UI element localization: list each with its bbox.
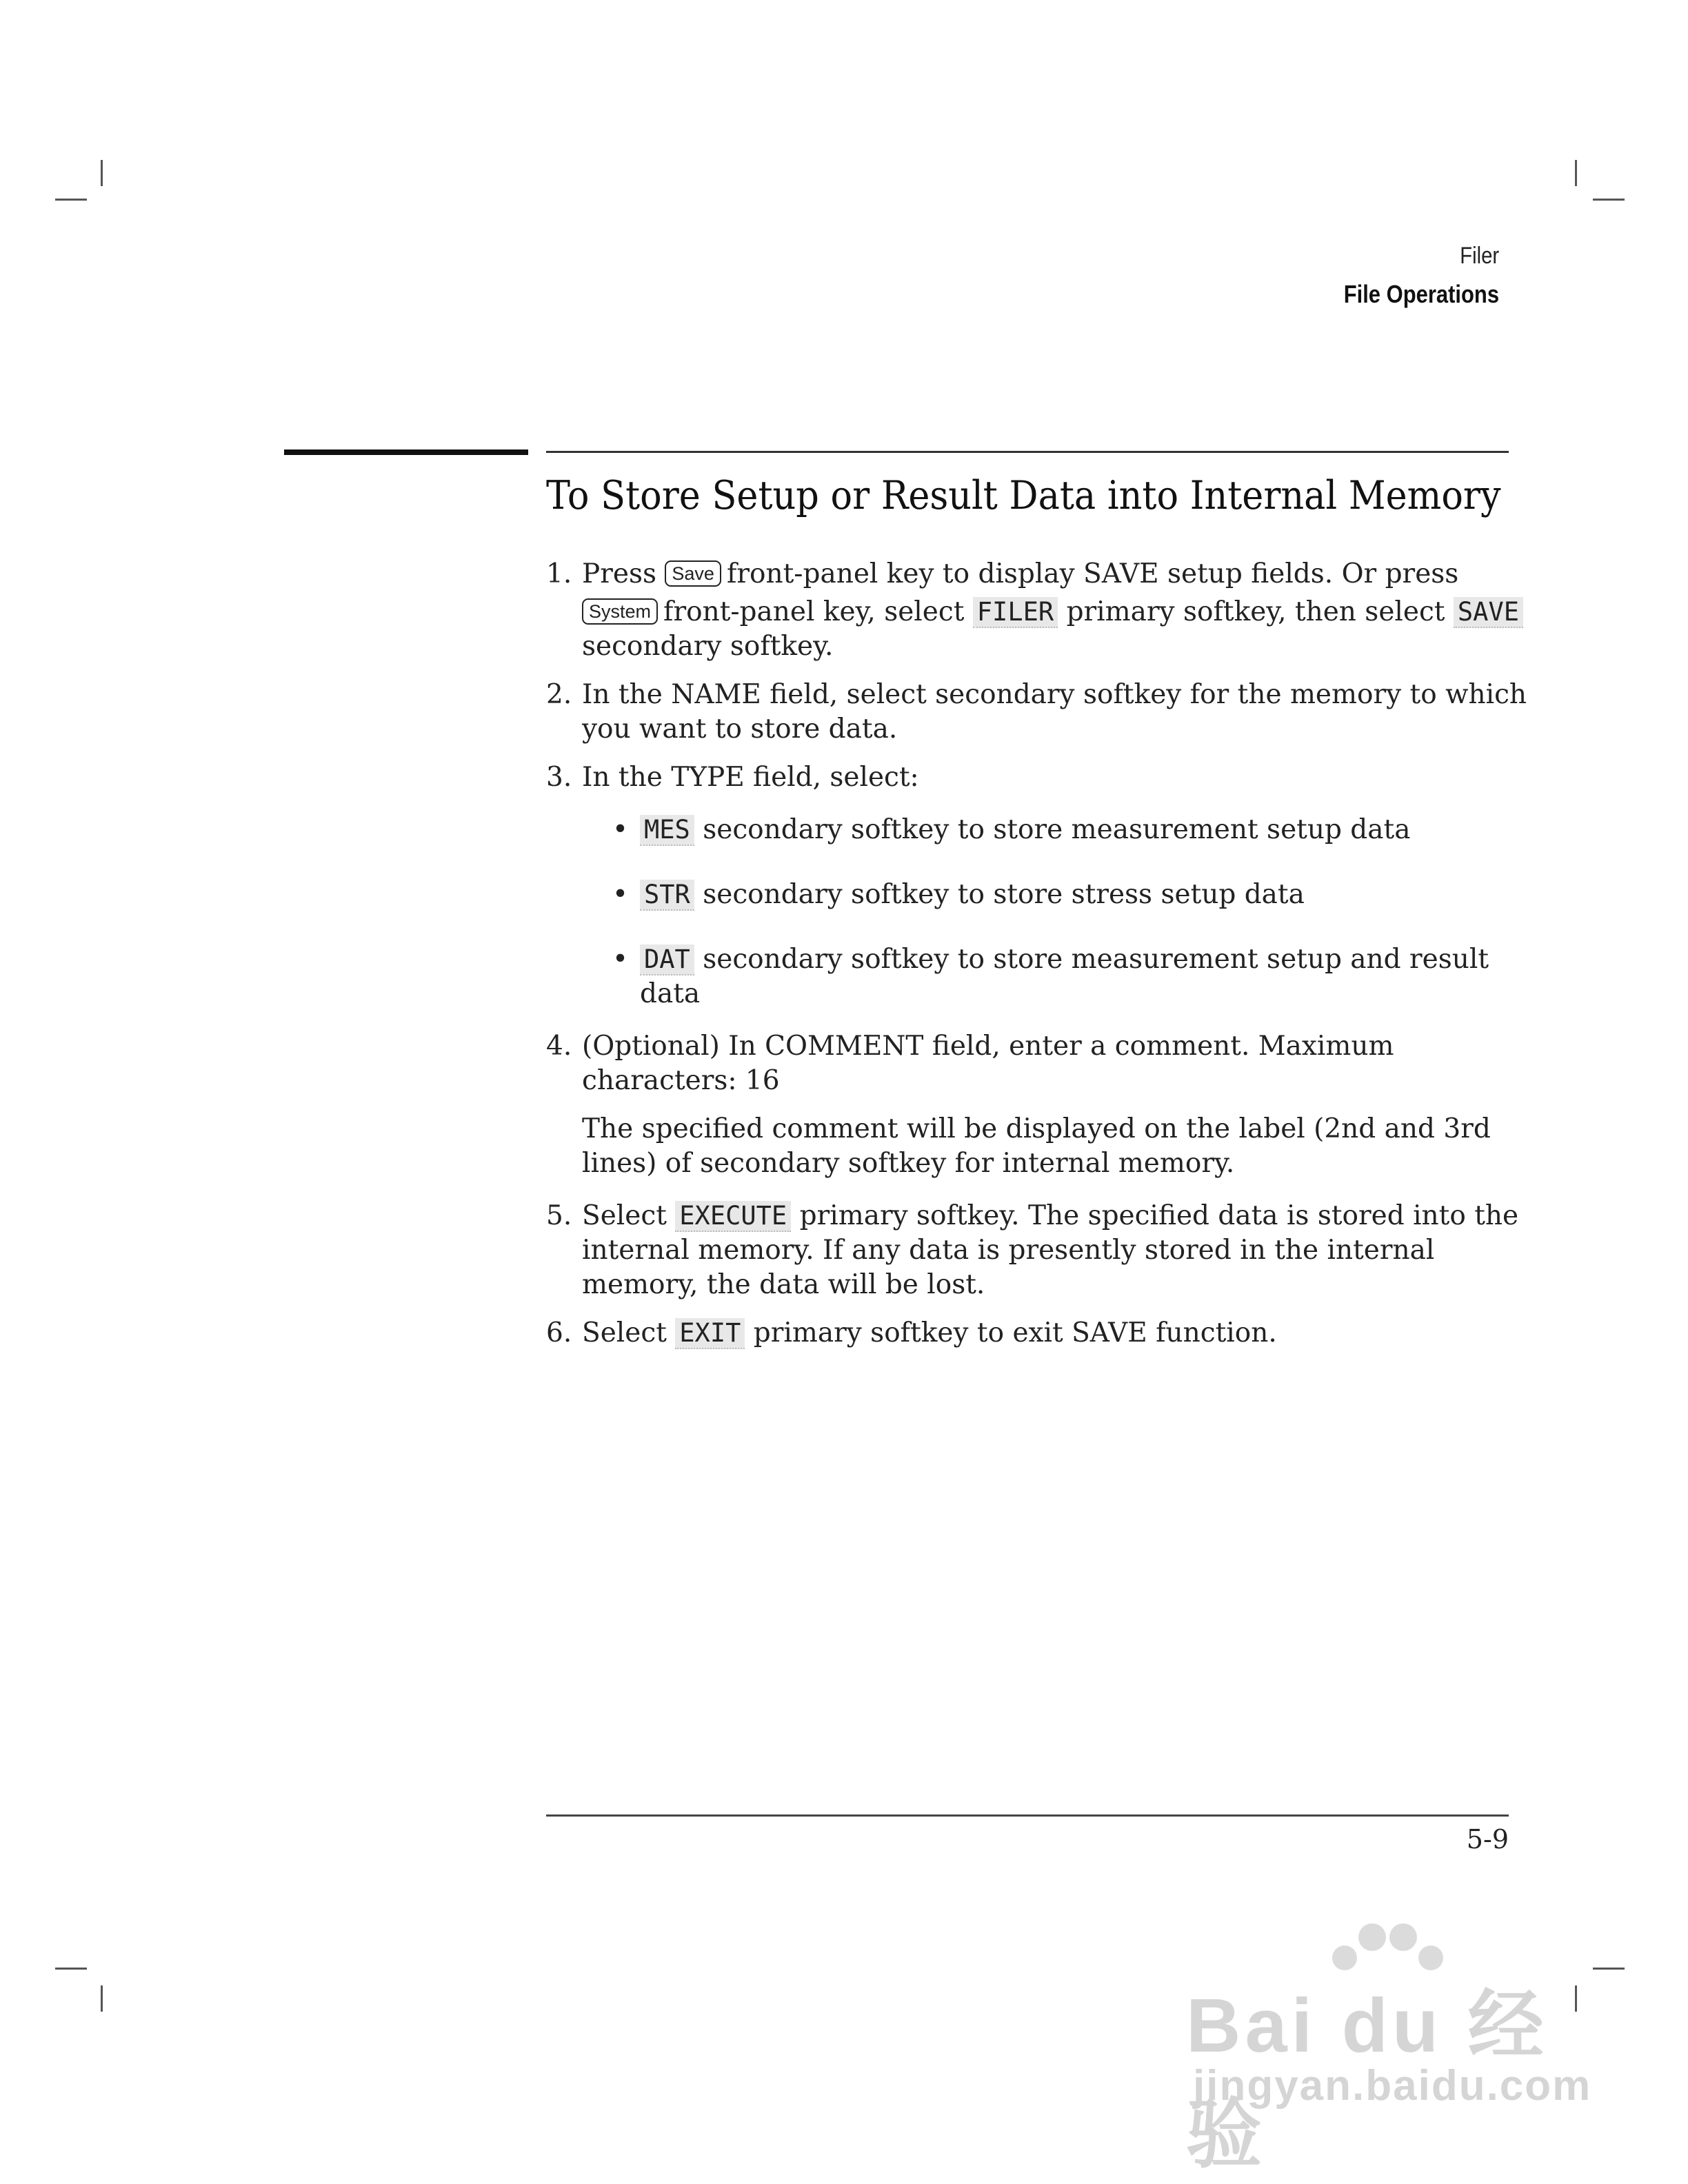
page-number: 5-9 — [1466, 1824, 1509, 1854]
crop-mark — [55, 1968, 87, 1970]
save-softkey: SAVE — [1454, 597, 1523, 628]
step-1 — [546, 557, 1532, 664]
watermark-url: jingyan.baidu.com — [1193, 2062, 1592, 2110]
step-note: The specified comment will be displayed on the label (2nd and 3rd lines) of secondary softkey for internal memory. — [582, 1113, 1491, 1179]
running-header-section: Filer — [1460, 243, 1499, 269]
step-number: 2. — [546, 679, 572, 710]
watermark-brand: Bai du 经验 — [1186, 1983, 1548, 2177]
running-header-subsection: File Operations — [1343, 280, 1499, 308]
mes-softkey: MES — [640, 815, 694, 846]
crop-mark — [1575, 160, 1577, 186]
bullet-item — [612, 813, 1532, 847]
step-text: front-panel key, select — [663, 596, 965, 627]
dat-softkey: DAT — [640, 944, 694, 975]
crop-mark — [101, 160, 103, 186]
procedure-steps — [546, 557, 1532, 1351]
step-text: primary softkey, then select — [1066, 596, 1445, 627]
step-text: Press — [582, 558, 656, 589]
step-4 — [546, 1029, 1532, 1181]
step-text: primary softkey. The specified data is stored into the internal memory. If any data is presently stored in the internal memory, the data will be lost. — [582, 1200, 1519, 1300]
section-rule-thick — [284, 449, 528, 455]
step-number: 5. — [546, 1200, 572, 1231]
bullet-text: secondary softkey to store measurement setup data — [703, 814, 1411, 845]
crop-mark — [101, 1985, 103, 2012]
step-body — [582, 1029, 1532, 1181]
step-number: 4. — [546, 1031, 572, 1062]
filer-softkey: FILER — [973, 597, 1058, 628]
crop-mark — [1593, 199, 1625, 201]
bullet-mark: • — [612, 944, 629, 975]
step-body — [582, 760, 1532, 1011]
system-key: System — [582, 598, 658, 625]
execute-softkey: EXECUTE — [675, 1201, 791, 1232]
step-body — [582, 1316, 1532, 1351]
step-body — [582, 557, 1532, 664]
step-body: In the NAME field, select secondary softkey for the memory to which you want to store data. — [582, 679, 1527, 745]
step-number: 1. — [546, 558, 572, 589]
bullet-mark: • — [612, 814, 629, 845]
step-6 — [546, 1316, 1532, 1351]
step-2 — [546, 678, 1532, 747]
section-rule-thin — [546, 451, 1509, 453]
step-text: primary softkey to exit SAVE function. — [753, 1317, 1277, 1348]
bullet-item — [612, 942, 1532, 1011]
step-number: 3. — [546, 762, 572, 793]
step-text: (Optional) In COMMENT field, enter a comment. Maximum characters: 16 — [582, 1031, 1394, 1096]
save-key: Save — [665, 560, 721, 587]
bullet-text: secondary softkey to store stress setup data — [703, 879, 1305, 910]
step-text: Select — [582, 1200, 667, 1231]
step-number: 6. — [546, 1317, 572, 1348]
step-3 — [546, 760, 1532, 1011]
step-5 — [546, 1199, 1532, 1302]
footer-rule — [546, 1814, 1509, 1817]
page-title: To Store Setup or Result Data into Internal Memory — [546, 473, 1501, 518]
step-text: In the TYPE field, select: — [582, 762, 919, 793]
bullet-text: secondary softkey to store measurement setup and result data — [640, 944, 1489, 1009]
str-softkey: STR — [640, 880, 694, 911]
step-text: front-panel key to display SAVE setup fields. Or press — [726, 558, 1459, 589]
step-text: secondary softkey. — [582, 631, 834, 662]
step-body — [582, 1199, 1532, 1302]
bullet-item — [612, 878, 1532, 912]
exit-softkey: EXIT — [675, 1318, 745, 1349]
crop-mark — [55, 199, 87, 201]
watermark — [1172, 1910, 1600, 2177]
bullet-mark: • — [612, 879, 629, 910]
step-text: Select — [582, 1317, 667, 1348]
